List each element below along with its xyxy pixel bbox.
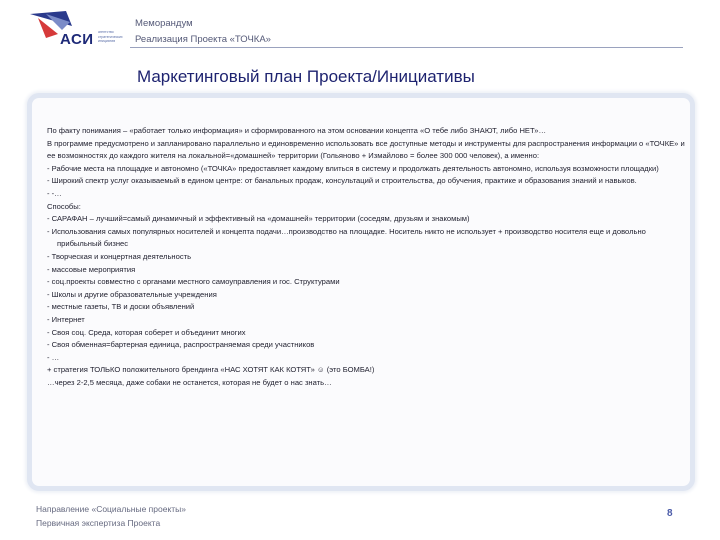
bullet-item: - Школы и другие образовательные учреждения — [47, 289, 217, 299]
paragraph: …через 2-2,5 месяца, даже собаки не останется, которая не будет о нас знать… — [47, 377, 332, 387]
content-body — [47, 125, 687, 389]
logo-text: АСИ — [60, 31, 94, 48]
bullet-item: - Интернет — [47, 314, 85, 324]
bullet-item: - соц.проекты совместно с органами местного самоуправления и гос. Структурами — [47, 277, 340, 287]
bullet-item: - Своя обменная=бартерная единица, распространяемая среди участников — [47, 340, 315, 350]
project-label: Реализация Проекта «ТОЧКА» — [135, 34, 271, 45]
bullet-item: - Использования самых популярных носителей и концепта подачи…производство на площадке. Носитель никто не использует + производство носителя еще и довольно прибыльный бизнес — [47, 226, 646, 249]
bullet-item: - Творческая и концертная деятельность — [47, 251, 192, 261]
bullet-item: - -… — [47, 188, 62, 198]
footer-expertise: Первичная экспертиза Проекта — [36, 518, 161, 528]
paragraph: В программе предусмотрено и запланировано параллельно и единовременно использовать все доступные методы и инструменты для распространения информации о «ТОЧКЕ» и ее возможностях до каждого жителя на локальной=«домашней» территории (Гольяново + Измайлово = более 300 000 человек), а именно: — [47, 138, 685, 161]
bullet-item: - Своя соц. Среда, которая соберет и объединит многих — [47, 327, 246, 337]
paragraph: По факту понимания – «работает только информация» и сформированного на этом основании концепта «О тебе либо ЗНАЮТ, либо НЕТ»… — [47, 126, 547, 135]
header-divider — [130, 47, 683, 48]
logo-caption: агентство стратегических инициатив — [98, 30, 123, 43]
footer-direction: Направление «Социальные проекты» — [36, 504, 187, 514]
paragraph: + стратегия ТОЛЬКО положительного брендинга «НАС ХОТЯТ КАК КОТЯТ» ☺ (это БОМБА!) — [47, 365, 375, 375]
page-number: 8 — [667, 508, 673, 519]
bullet-item: - местные газеты, ТВ и доски объявлений — [47, 302, 195, 312]
bullet-item: - САРАФАН – лучший=самый динамичный и эффективный на «домашней» территории (соседям, друзьям и знакомым) — [47, 214, 470, 224]
paragraph: Способы: — [47, 201, 81, 211]
bullet-item: - Рабочие места на площадке и автономно («ТОЧКА» предоставляет каждому влиться в систему и продолжать деятельность автономно, используя возможности площадки) — [47, 163, 659, 173]
bullet-item: - Широкий спектр услуг оказываемый в едином центре: от банальных продаж, консультаций и строительства, до обучения, практике и образования знаний и навыков. — [47, 176, 637, 186]
page-title: Маркетинговый план Проекта/Инициативы — [137, 67, 475, 86]
bullet-item: - … — [47, 352, 60, 362]
bullet-item: - массовые мероприятия — [47, 264, 136, 274]
memo-label: Меморандум — [135, 18, 193, 29]
